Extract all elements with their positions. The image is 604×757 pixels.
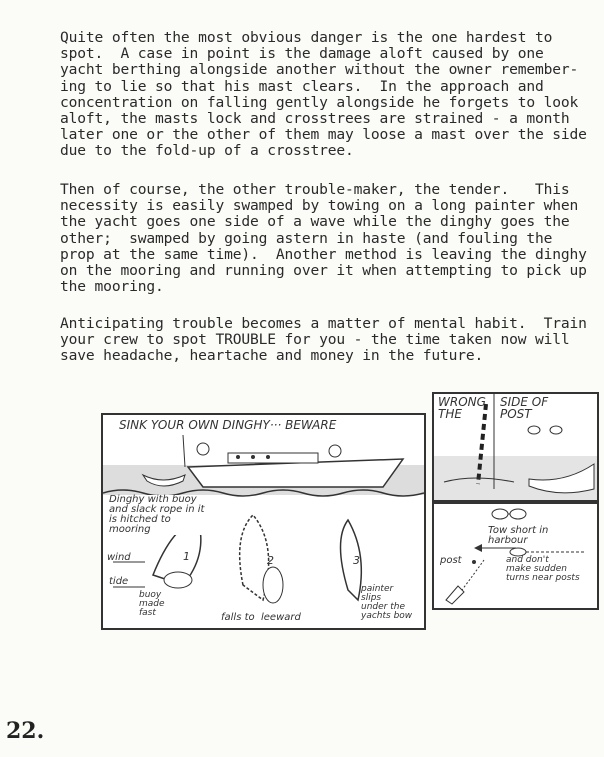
post-label: post [440,555,462,566]
tide-label: tide [109,576,129,587]
painter-note: painter slips under the yachts bow [361,584,413,621]
figure-caption: Dinghy with buoy and slack rope in it is hitched to mooring [109,494,205,535]
wind-label: wind [107,552,131,563]
paragraph-3: Anticipating trouble becomes a matter of mental habit. Train your crew to spot TROUBLE for you - the time taken now will save headache, heartache and money in the future. [60,315,587,365]
figure-wrong-side-post [432,392,599,502]
figure-tow-short [432,502,599,610]
tow-label: Tow short in harbour [488,525,549,546]
sail-number-1: 1 [183,550,190,563]
warning-note: and don't make sudden turns near posts [506,555,580,583]
sail-number-3: 3 [353,554,360,567]
paragraph-2: Then of course, the other trouble-maker, the tender. This necessity is easily swamped by towing on a long painter when the yacht goes one side of a wave while the dinghy goes the other; swamped by going astern in haste (and fouling the prop at the same time). Another method is leaving the dinghy on the mooring and running over it when attempting to pick up the mooring. [60,181,587,296]
wrong-label: WRONG THE [438,395,486,421]
page-number: 22. [6,718,45,744]
falls-label: falls to leeward [221,612,301,623]
side-of-post-label: SIDE OF POST [500,395,549,421]
paragraph-1: Quite often the most obvious danger is the one hardest to spot. A case in point is the damage aloft caused by one yacht berthing alongside another without the owner remember- ing to lie so that his mast clears. In the approach and concentration on falling gently alongside he forgets to look aloft, the masts lock and crosstrees are strained - a month later one or the other of them may loose a mast over the side due to the fold-up of a crosstree. [60,29,587,160]
sail-number-2: 2 [267,554,274,567]
figure-sink-dinghy [101,413,426,630]
figure-title: SINK YOUR OWN DINGHY··· BEWARE [119,418,337,432]
buoy-note: buoy made fast [139,590,165,618]
